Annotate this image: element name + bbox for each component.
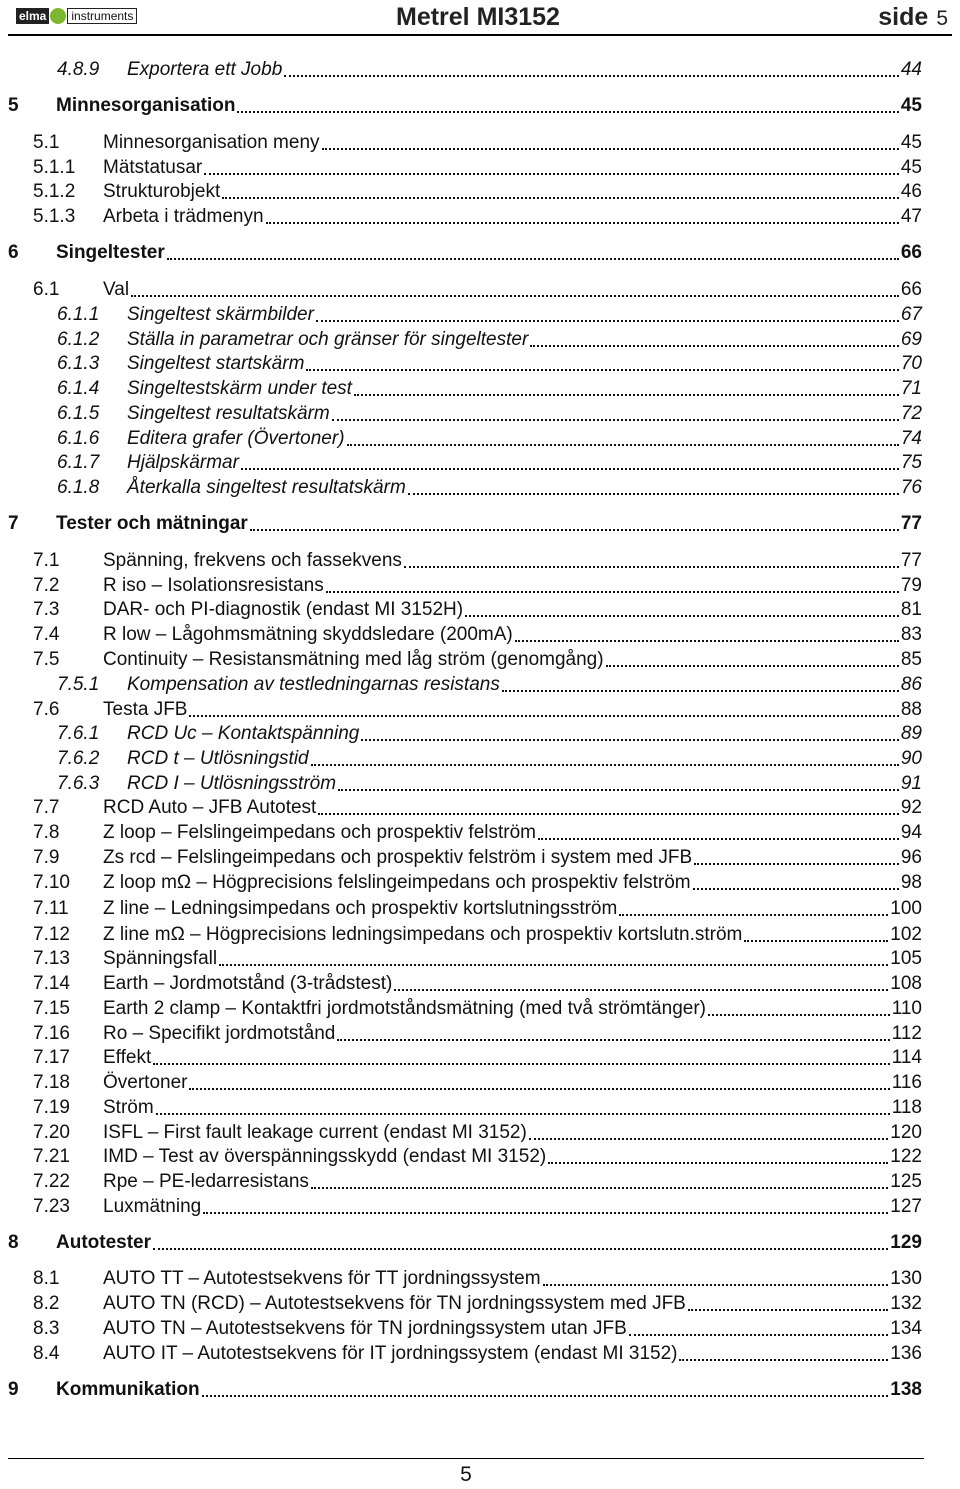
toc-entry-page: 90 — [900, 748, 922, 769]
toc-dot-leader — [156, 1111, 890, 1115]
toc-dot-leader — [189, 713, 898, 717]
toc-entry-page: 79 — [900, 575, 922, 596]
toc-entry-title: Mätstatusar — [103, 157, 203, 178]
toc-entry[interactable] — [0, 1195, 960, 1219]
toc-entry-number: 7.15 — [33, 998, 70, 1019]
toc-dot-leader — [404, 564, 899, 568]
toc-entry-number: 7.23 — [33, 1196, 70, 1217]
toc-entry-number: 4.8.9 — [57, 59, 100, 80]
toc-entry-number: 6.1.5 — [57, 403, 100, 424]
toc-dot-leader — [332, 417, 899, 421]
toc-entry[interactable] — [0, 303, 960, 327]
toc-entry-number: 8.4 — [33, 1343, 60, 1364]
toc-entry-page: 92 — [900, 797, 922, 818]
toc-entry-number: 5.1.2 — [33, 181, 76, 202]
toc-entry-page: 45 — [900, 132, 922, 153]
toc-entry-page: 116 — [891, 1072, 922, 1093]
toc-entry-title: Luxmätning — [103, 1196, 202, 1217]
toc-entry-title: Singeltest startskärm — [127, 353, 305, 374]
toc-entry-number: 5.1 — [33, 132, 60, 153]
toc-entry-title: Singeltest skärmbilder — [127, 304, 314, 325]
toc-entry-page: 98 — [900, 872, 922, 893]
toc-entry-title: Z line – Ledningsimpedans och prospektiv kortslutningsström — [103, 898, 618, 919]
toc-entry-number: 8.3 — [33, 1318, 60, 1339]
toc-entry-title: Continuity – Resistansmätning med låg ström (genomgång) — [103, 649, 604, 670]
toc-dot-leader — [167, 256, 899, 260]
toc-entry-page: 70 — [900, 353, 922, 374]
toc-entry-number: 7.18 — [33, 1072, 70, 1093]
toc-dot-leader — [337, 1037, 889, 1041]
toc-dot-leader — [153, 1246, 888, 1250]
side-number: 5 — [936, 7, 948, 30]
toc-entry-number: 7.5.1 — [57, 674, 100, 695]
toc-entry-number: 8.2 — [33, 1293, 60, 1314]
toc-entry[interactable] — [0, 1121, 960, 1145]
toc-entry-page: 91 — [900, 773, 922, 794]
toc-entry-title: Arbeta i trädmenyn — [103, 206, 264, 227]
toc-entry-title: Z loop mΩ – Högprecisions felslingeimpedans och prospektiv felström — [103, 872, 691, 893]
toc-dot-leader — [306, 367, 898, 371]
toc-dot-leader — [318, 811, 899, 815]
toc-entry-number: 7.12 — [33, 924, 70, 945]
toc-entry-title: Spänningsfall — [103, 948, 218, 969]
toc-entry-number: 7.4 — [33, 624, 60, 645]
toc-dot-leader — [465, 613, 899, 617]
toc-entry-number: 6.1.8 — [57, 477, 100, 498]
toc-dot-leader — [203, 1210, 888, 1214]
toc-dot-leader — [322, 146, 899, 150]
toc-dot-leader — [548, 1160, 888, 1164]
toc-entry[interactable] — [0, 1022, 960, 1046]
toc-entry-page: 130 — [890, 1268, 922, 1289]
toc-entry-number: 7.11 — [33, 898, 69, 919]
toc-entry-number: 7.6.1 — [57, 723, 100, 744]
toc-entry-title: ISFL – First fault leakage current (endast MI 3152) — [103, 1122, 527, 1143]
toc-dot-leader — [529, 1136, 888, 1140]
toc-dot-leader — [694, 861, 899, 865]
toc-entry-number: 6 — [8, 242, 19, 263]
toc-entry[interactable] — [0, 1071, 960, 1095]
toc-entry-number: 7.14 — [33, 973, 70, 994]
toc-entry[interactable] — [0, 673, 960, 697]
toc-entry-title: AUTO IT – Autotestsekvens för IT jordningssystem (endast MI 3152) — [103, 1343, 678, 1364]
toc-entry[interactable] — [0, 94, 960, 118]
toc-entry[interactable] — [0, 58, 960, 82]
toc-entry-page: 74 — [900, 428, 922, 449]
toc-entry-number: 5.1.3 — [33, 206, 76, 227]
page-header — [8, 0, 952, 36]
toc-entry[interactable] — [0, 821, 960, 845]
toc-entry-title: AUTO TT – Autotestsekvens för TT jordningssystem — [103, 1268, 541, 1289]
toc-entry-title: Z line mΩ – Högprecisions ledningsimpedans och prospektiv kortslutn.ström — [103, 924, 743, 945]
toc-entry-number: 5 — [8, 95, 19, 116]
toc-entry-number: 7.6.2 — [57, 748, 100, 769]
toc-dot-leader — [619, 912, 888, 916]
logo-text-right: instruments — [67, 8, 137, 24]
toc-entry[interactable] — [0, 476, 960, 500]
toc-dot-leader — [354, 392, 899, 396]
toc-entry-title: Ström — [103, 1097, 154, 1118]
toc-entry[interactable] — [0, 427, 960, 451]
toc-entry-number: 9 — [8, 1379, 19, 1400]
toc-dot-leader — [394, 987, 888, 991]
toc-entry[interactable] — [0, 1378, 960, 1402]
toc-entry-title: R low – Lågohmsmätning skyddsledare (200mA) — [103, 624, 513, 645]
toc-entry[interactable] — [0, 846, 960, 870]
toc-entry-title: RCD I – Utlösningsström — [127, 773, 337, 794]
toc-entry-page: 138 — [890, 1379, 922, 1400]
footer-divider — [8, 1458, 924, 1459]
toc-dot-leader — [202, 1393, 889, 1397]
toc-entry-page: 47 — [900, 206, 922, 227]
toc-dot-leader — [204, 171, 899, 175]
toc-entry-page: 102 — [890, 924, 922, 945]
logo-mark-icon — [50, 8, 66, 24]
toc-entry[interactable] — [0, 722, 960, 746]
toc-dot-leader — [222, 195, 899, 199]
toc-entry-title: Z loop – Felslingeimpedans och prospektiv felström — [103, 822, 536, 843]
toc-entry-page: 85 — [900, 649, 922, 670]
toc-entry-number: 7.17 — [33, 1047, 70, 1068]
footer-page-number: 5 — [460, 1463, 472, 1486]
toc-entry-page: 134 — [890, 1318, 922, 1339]
toc-dot-leader — [693, 886, 899, 890]
toc-entry-number: 6.1.1 — [57, 304, 100, 325]
toc-entry-number: 6.1.3 — [57, 353, 100, 374]
toc-entry-title: Ställa in parametrar och gränser för singeltester — [127, 329, 529, 350]
toc-entry-number: 7.19 — [33, 1097, 70, 1118]
toc-entry[interactable] — [0, 377, 960, 401]
toc-entry-title: Minnesorganisation — [56, 95, 236, 116]
toc-entry-number: 7 — [8, 513, 19, 534]
toc-entry-page: 114 — [891, 1047, 922, 1068]
toc-dot-leader — [538, 836, 899, 840]
toc-entry[interactable] — [0, 1342, 960, 1366]
toc-entry[interactable] — [0, 1170, 960, 1194]
toc-entry-title: AUTO TN – Autotestsekvens för TN jordningssystem utan JFB — [103, 1318, 627, 1339]
toc-entry-page: 136 — [890, 1343, 922, 1364]
toc-entry-page: 77 — [900, 550, 922, 571]
toc-entry[interactable] — [0, 156, 960, 180]
toc-entry-page: 118 — [891, 1097, 922, 1118]
toc-entry-title: Kompensation av testledningarnas resistans — [127, 674, 500, 695]
toc-dot-leader — [311, 762, 899, 766]
toc-entry[interactable] — [0, 1292, 960, 1316]
toc-entry-title: Övertoner — [103, 1072, 188, 1093]
toc-entry-title: Rpe – PE-ledarresistans — [103, 1171, 309, 1192]
toc-entry-page: 46 — [900, 181, 922, 202]
toc-entry-number: 7.9 — [33, 847, 60, 868]
toc-dot-leader — [131, 293, 899, 297]
toc-dot-leader — [629, 1332, 889, 1336]
toc-entry[interactable] — [0, 1046, 960, 1070]
toc-entry[interactable] — [0, 1096, 960, 1120]
side-label: side — [878, 3, 929, 31]
toc-entry[interactable] — [0, 897, 960, 921]
toc-entry-number: 7.1 — [33, 550, 60, 571]
toc-entry[interactable] — [0, 180, 960, 204]
toc-entry-title: RCD t – Utlösningstid — [127, 748, 309, 769]
toc-entry[interactable] — [0, 328, 960, 352]
toc-entry-page: 83 — [900, 624, 922, 645]
toc-entry[interactable] — [0, 549, 960, 573]
toc-entry-page: 44 — [900, 59, 922, 80]
toc-entry-page: 125 — [890, 1171, 922, 1192]
logo-text-left: elma — [16, 8, 49, 24]
toc-entry-page: 69 — [900, 329, 922, 350]
toc-entry-number: 7.3 — [33, 599, 60, 620]
toc-entry-number: 7.16 — [33, 1023, 70, 1044]
toc-entry[interactable] — [0, 512, 960, 536]
toc-entry-page: 77 — [900, 513, 922, 534]
toc-entry-title: Autotester — [56, 1232, 152, 1253]
toc-entry-page: 132 — [890, 1293, 922, 1314]
toc-dot-leader — [338, 787, 899, 791]
toc-entry-number: 6.1.7 — [57, 452, 100, 473]
toc-entry-title: Återkalla singeltest resultatskärm — [127, 477, 406, 498]
toc-entry-title: Singeltest resultatskärm — [127, 403, 330, 424]
toc-entry[interactable] — [0, 997, 960, 1021]
toc-entry-page: 81 — [900, 599, 922, 620]
toc-entry-number: 7.8 — [33, 822, 60, 843]
toc-dot-leader — [708, 1012, 890, 1016]
toc-dot-leader — [237, 109, 898, 113]
toc-dot-leader — [266, 220, 899, 224]
toc-entry[interactable] — [0, 451, 960, 475]
toc-entry-number: 6.1.6 — [57, 428, 100, 449]
toc-dot-leader — [543, 1282, 889, 1286]
toc-entry-title: Editera grafer (Övertoner) — [127, 428, 345, 449]
toc-entry[interactable] — [0, 1231, 960, 1255]
toc-entry-page: 127 — [890, 1196, 922, 1217]
toc-entry-page: 66 — [900, 242, 922, 263]
toc-entry-title: Effekt — [103, 1047, 152, 1068]
toc-dot-leader — [153, 1061, 889, 1065]
toc-entry[interactable] — [0, 574, 960, 598]
toc-dot-leader — [502, 688, 899, 692]
toc-entry[interactable] — [0, 972, 960, 996]
toc-entry-page: 94 — [900, 822, 922, 843]
toc-entry-number: 7.2 — [33, 575, 60, 596]
toc-dot-leader — [347, 442, 899, 446]
toc-dot-leader — [250, 527, 899, 531]
toc-entry-title: Earth 2 clamp – Kontaktfri jordmotståndsmätning (med två strömtänger) — [103, 998, 706, 1019]
toc-entry[interactable] — [0, 947, 960, 971]
toc-entry[interactable] — [0, 1267, 960, 1291]
toc-entry-page: 122 — [890, 1146, 922, 1167]
toc-entry-page: 67 — [900, 304, 922, 325]
toc-entry-page: 100 — [890, 898, 922, 919]
toc-entry-number: 6.1 — [33, 279, 60, 300]
toc-dot-leader — [679, 1357, 888, 1361]
toc-entry-title: Ro – Specifikt jordmotstånd — [103, 1023, 336, 1044]
toc-dot-leader — [311, 1185, 888, 1189]
toc-entry[interactable] — [0, 402, 960, 426]
toc-entry-number: 7.6.3 — [57, 773, 100, 794]
toc-dot-leader — [219, 962, 888, 966]
toc-entry-page: 45 — [900, 95, 922, 116]
toc-dot-leader — [530, 343, 899, 347]
toc-entry-page: 112 — [891, 1023, 922, 1044]
toc-entry[interactable] — [0, 352, 960, 376]
toc-entry[interactable] — [0, 278, 960, 302]
toc-entry-title: Exportera ett Jobb — [127, 59, 283, 80]
toc-entry-title: IMD – Test av överspänningsskydd (endast MI 3152) — [103, 1146, 547, 1167]
toc-entry-title: R iso – Isolationsresistans — [103, 575, 324, 596]
toc-entry[interactable] — [0, 1145, 960, 1169]
toc-entry-number: 6.1.4 — [57, 378, 100, 399]
toc-entry-page: 45 — [900, 157, 922, 178]
toc-entry[interactable] — [0, 923, 960, 947]
toc-entry-title: Zs rcd – Felslingeimpedans och prospektiv felström i system med JFB — [103, 847, 693, 868]
toc-entry-page: 86 — [900, 674, 922, 695]
toc-dot-leader — [189, 1086, 889, 1090]
toc-entry-page: 71 — [900, 378, 922, 399]
toc-entry-number: 5.1.1 — [33, 157, 76, 178]
toc-entry[interactable] — [0, 241, 960, 265]
toc-dot-leader — [606, 663, 899, 667]
toc-entry-page: 72 — [900, 403, 922, 424]
toc-entry[interactable] — [0, 871, 960, 895]
toc-dot-leader — [326, 589, 899, 593]
toc-dot-leader — [284, 73, 899, 77]
toc-entry-page: 110 — [891, 998, 922, 1019]
toc-entry-number: 7.13 — [33, 948, 70, 969]
toc-entry-number: 8.1 — [33, 1268, 60, 1289]
toc-entry-page: 105 — [890, 948, 922, 969]
toc-entry-page: 96 — [900, 847, 922, 868]
toc-entry-title: Earth – Jordmotstånd (3-trådstest) — [103, 973, 393, 994]
toc-entry-page: 108 — [890, 973, 922, 994]
toc-entry-number: 7.21 — [33, 1146, 70, 1167]
toc-entry-title: AUTO TN (RCD) – Autotestsekvens för TN jordningssystem med JFB — [103, 1293, 686, 1314]
toc-entry-title: RCD Auto – JFB Autotest — [103, 797, 317, 818]
toc-entry-title: RCD Uc – Kontaktspänning — [127, 723, 360, 744]
toc-entry-title: Strukturobjekt — [103, 181, 221, 202]
toc-entry-title: Tester och mätningar — [56, 513, 248, 534]
toc-entry-page: 66 — [900, 279, 922, 300]
toc-entry[interactable] — [0, 796, 960, 820]
toc-dot-leader — [515, 638, 899, 642]
toc-entry-page: 89 — [900, 723, 922, 744]
toc-entry-title: Testa JFB — [103, 699, 188, 720]
toc-entry-page: 88 — [900, 699, 922, 720]
toc-entry-number: 7.10 — [33, 872, 70, 893]
toc-entry[interactable] — [0, 623, 960, 647]
toc-entry-page: 120 — [890, 1122, 922, 1143]
toc-dot-leader — [241, 466, 899, 470]
toc-entry[interactable] — [0, 598, 960, 622]
toc-entry-title: Minnesorganisation meny — [103, 132, 320, 153]
toc-entry-number: 7.7 — [33, 797, 60, 818]
toc-entry-title: Singeltester — [56, 242, 165, 263]
toc-entry-number: 7.20 — [33, 1122, 70, 1143]
toc-entry-title: Val — [103, 279, 130, 300]
toc-dot-leader — [688, 1307, 888, 1311]
toc-entry[interactable] — [0, 747, 960, 771]
toc-entry-title: Spänning, frekvens och fassekvens — [103, 550, 402, 571]
toc-entry[interactable] — [0, 1317, 960, 1341]
toc-entry[interactable] — [0, 772, 960, 796]
toc-entry-number: 7.6 — [33, 699, 60, 720]
company-logo — [16, 8, 154, 24]
toc-entry-title: Hjälpskärmar — [127, 452, 239, 473]
toc-entry-page: 129 — [890, 1232, 922, 1253]
toc-dot-leader — [408, 491, 899, 495]
toc-entry-number: 8 — [8, 1232, 19, 1253]
toc-entry-page: 76 — [900, 477, 922, 498]
toc-entry-title: Kommunikation — [56, 1379, 200, 1400]
toc-entry[interactable] — [0, 131, 960, 155]
toc-entry[interactable] — [0, 205, 960, 229]
page-reference — [878, 3, 948, 32]
toc-entry-title: DAR- och PI-diagnostik (endast MI 3152H) — [103, 599, 464, 620]
toc-entry[interactable] — [0, 648, 960, 672]
toc-entry-title: Singeltestskärm under test — [127, 378, 352, 399]
toc-entry-number: 7.22 — [33, 1171, 70, 1192]
toc-dot-leader — [744, 938, 888, 942]
toc-dot-leader — [316, 318, 899, 322]
toc-dot-leader — [361, 737, 899, 741]
toc-entry-page: 75 — [900, 452, 922, 473]
document-title: Metrel MI3152 — [396, 3, 560, 31]
toc-entry[interactable] — [0, 698, 960, 722]
toc-entry-number: 6.1.2 — [57, 329, 100, 350]
toc-entry-number: 7.5 — [33, 649, 60, 670]
